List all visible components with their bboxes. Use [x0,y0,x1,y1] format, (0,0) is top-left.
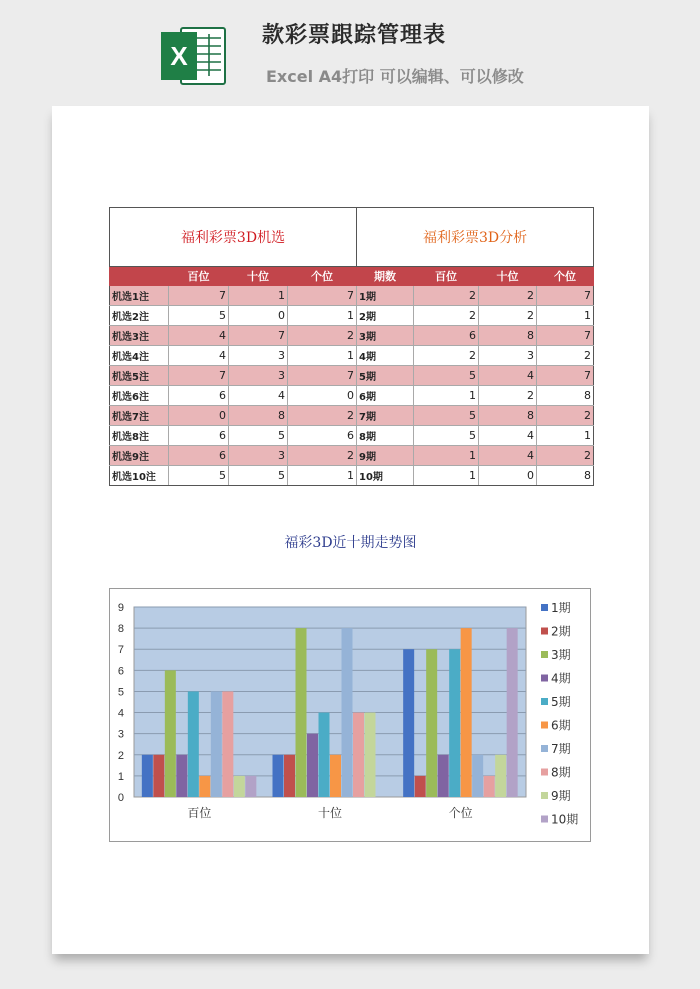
cell-value: 2 [414,346,479,366]
row-label: 机选3注 [110,326,169,346]
cell-value: 7 [169,286,229,306]
cell-value: 2 [479,386,537,406]
legend-label: 9期 [551,789,571,803]
legend-swatch [541,698,548,705]
bar [234,776,245,797]
document-page [52,106,649,954]
cell-value: 7 [537,326,594,346]
legend-swatch [541,816,548,823]
cell-value: 4 [479,366,537,386]
row-label: 7期 [357,406,414,426]
cell-value: 6 [288,426,357,446]
row-label: 9期 [357,446,414,466]
legend-label: 6期 [551,718,571,733]
cell-value: 8 [537,386,594,406]
trend-chart-svg [110,589,590,841]
bar [245,776,256,797]
legend-label: 7期 [551,742,571,756]
y-tick-label: 0 [117,792,124,804]
cell-value: 1 [414,466,479,486]
cell-value: 6 [414,326,479,346]
bar [495,755,506,797]
page-title: 款彩票跟踪管理表 [262,23,447,48]
col-header: 百位 [169,267,229,286]
cell-value: 0 [288,386,357,406]
x-tick-label: 个位 [448,806,473,820]
excel-icon-letter: X [170,41,188,71]
bar [426,649,437,797]
cell-value: 8 [229,406,288,426]
table-row [110,426,594,446]
cell-value: 7 [288,286,357,306]
bar [284,755,295,797]
legend-swatch [541,675,548,682]
cell-value: 1 [414,386,479,406]
table-row [110,446,594,466]
bar [507,628,518,797]
cell-value: 1 [229,286,288,306]
legend-swatch [541,604,548,611]
row-label: 机选1注 [110,286,169,306]
table-row [110,346,594,366]
table-row [110,386,594,406]
cell-value: 0 [479,466,537,486]
cell-value: 2 [537,346,594,366]
bar [330,755,341,797]
y-tick-label: 4 [117,707,124,720]
table-row [110,306,594,326]
cell-value: 7 [537,366,594,386]
row-label: 机选8注 [110,426,169,446]
bar [319,713,330,797]
cell-value: 5 [414,366,479,386]
col-header [110,267,169,286]
bar [484,776,495,797]
bar [153,755,164,797]
col-header: 个位 [537,267,594,286]
bar [188,691,199,797]
row-label: 机选9注 [110,446,169,466]
col-header: 期数 [357,267,414,286]
table-row [110,466,594,486]
right-table-title: 福利彩票3D分析 [357,208,594,267]
legend-swatch [541,792,548,799]
row-label: 4期 [357,346,414,366]
cell-value: 2 [288,406,357,426]
cell-value: 3 [479,346,537,366]
row-label: 8期 [357,426,414,446]
bar [461,628,472,797]
row-label: 2期 [357,306,414,326]
row-label: 机选7注 [110,406,169,426]
bar [472,755,483,797]
y-tick-label: 1 [117,770,124,783]
cell-value: 2 [537,406,594,426]
cell-value: 2 [288,326,357,346]
left-table-title: 福利彩票3D机选 [110,208,357,267]
row-label: 5期 [357,366,414,386]
legend-label: 10期 [551,812,579,827]
cell-value: 6 [169,386,229,406]
cell-value: 2 [537,446,594,466]
cell-value: 7 [288,366,357,386]
cell-value: 2 [414,286,479,306]
bar [296,628,307,797]
table-title-row [110,208,594,267]
bar [365,713,376,797]
cell-value: 1 [537,426,594,446]
cell-value: 2 [479,306,537,326]
bar [449,649,460,797]
column-header-row [110,267,594,286]
excel-icon [161,24,227,88]
row-label: 机选2注 [110,306,169,326]
cell-value: 3 [229,346,288,366]
bar [222,691,233,797]
bar [211,691,222,797]
legend-label: 5期 [551,695,571,709]
lottery-tables [109,207,593,486]
y-tick-label: 9 [117,602,124,614]
y-tick-label: 2 [117,749,124,762]
cell-value: 5 [229,426,288,446]
cell-value: 7 [229,326,288,346]
cell-value: 5 [169,466,229,486]
row-label: 机选4注 [110,346,169,366]
cell-value: 6 [169,446,229,466]
page-header [0,0,700,100]
cell-value: 1 [537,306,594,326]
legend-swatch [541,745,548,752]
row-label: 1期 [357,286,414,306]
row-label: 10期 [357,466,414,486]
cell-value: 7 [169,366,229,386]
table-row [110,406,594,426]
table-row [110,366,594,386]
cell-value: 1 [288,306,357,326]
cell-value: 5 [169,306,229,326]
legend-swatch [541,628,548,635]
bar [438,755,449,797]
legend-swatch [541,722,548,729]
bar [415,776,426,797]
cell-value: 4 [229,386,288,406]
col-header: 十位 [479,267,537,286]
cell-value: 0 [229,306,288,326]
cell-value: 6 [169,426,229,446]
cell-value: 5 [229,466,288,486]
row-label: 机选6注 [110,386,169,406]
cell-value: 2 [288,446,357,466]
row-label: 机选10注 [110,466,169,486]
bar [176,755,187,797]
y-tick-label: 8 [117,623,124,636]
bar [403,649,414,797]
bar [165,670,176,797]
bar [273,755,284,797]
legend-label: 4期 [551,671,571,686]
cell-value: 1 [288,466,357,486]
col-header: 十位 [229,267,288,286]
x-tick-label: 百位 [187,806,212,820]
cell-value: 1 [288,346,357,366]
cell-value: 0 [169,406,229,426]
bar [342,628,353,797]
chart-title: 福彩3D近十期走势图 [284,535,417,551]
y-tick-label: 3 [117,728,124,741]
lottery-table [109,207,594,486]
cell-value: 3 [229,366,288,386]
bar [307,734,318,797]
row-label: 6期 [357,386,414,406]
y-tick-label: 7 [117,644,124,657]
row-label: 3期 [357,326,414,346]
cell-value: 2 [414,306,479,326]
trend-chart [109,588,591,842]
col-header: 百位 [414,267,479,286]
cell-value: 7 [537,286,594,306]
row-label: 机选5注 [110,366,169,386]
cell-value: 2 [479,286,537,306]
table-row [110,286,594,306]
cell-value: 5 [414,426,479,446]
table-row [110,326,594,346]
cell-value: 4 [169,346,229,366]
cell-value: 8 [479,326,537,346]
bar [199,776,210,797]
y-tick-label: 5 [117,686,124,699]
x-tick-label: 十位 [317,806,343,820]
legend-label: 1期 [551,601,571,615]
bar [142,755,153,797]
legend-label: 2期 [551,624,571,639]
legend-swatch [541,651,548,658]
bar [353,713,364,797]
cell-value: 4 [479,446,537,466]
col-header: 个位 [288,267,357,286]
cell-value: 3 [229,446,288,466]
cell-value: 4 [479,426,537,446]
legend-swatch [541,769,548,776]
cell-value: 8 [537,466,594,486]
cell-value: 8 [479,406,537,426]
cell-value: 1 [414,446,479,466]
page-subtitle: Excel A4打印 可以编辑、可以修改 [266,67,524,86]
legend-label: 3期 [551,648,571,662]
legend-label: 8期 [551,765,571,780]
cell-value: 4 [169,326,229,346]
cell-value: 5 [414,406,479,426]
y-tick-label: 6 [117,665,124,678]
